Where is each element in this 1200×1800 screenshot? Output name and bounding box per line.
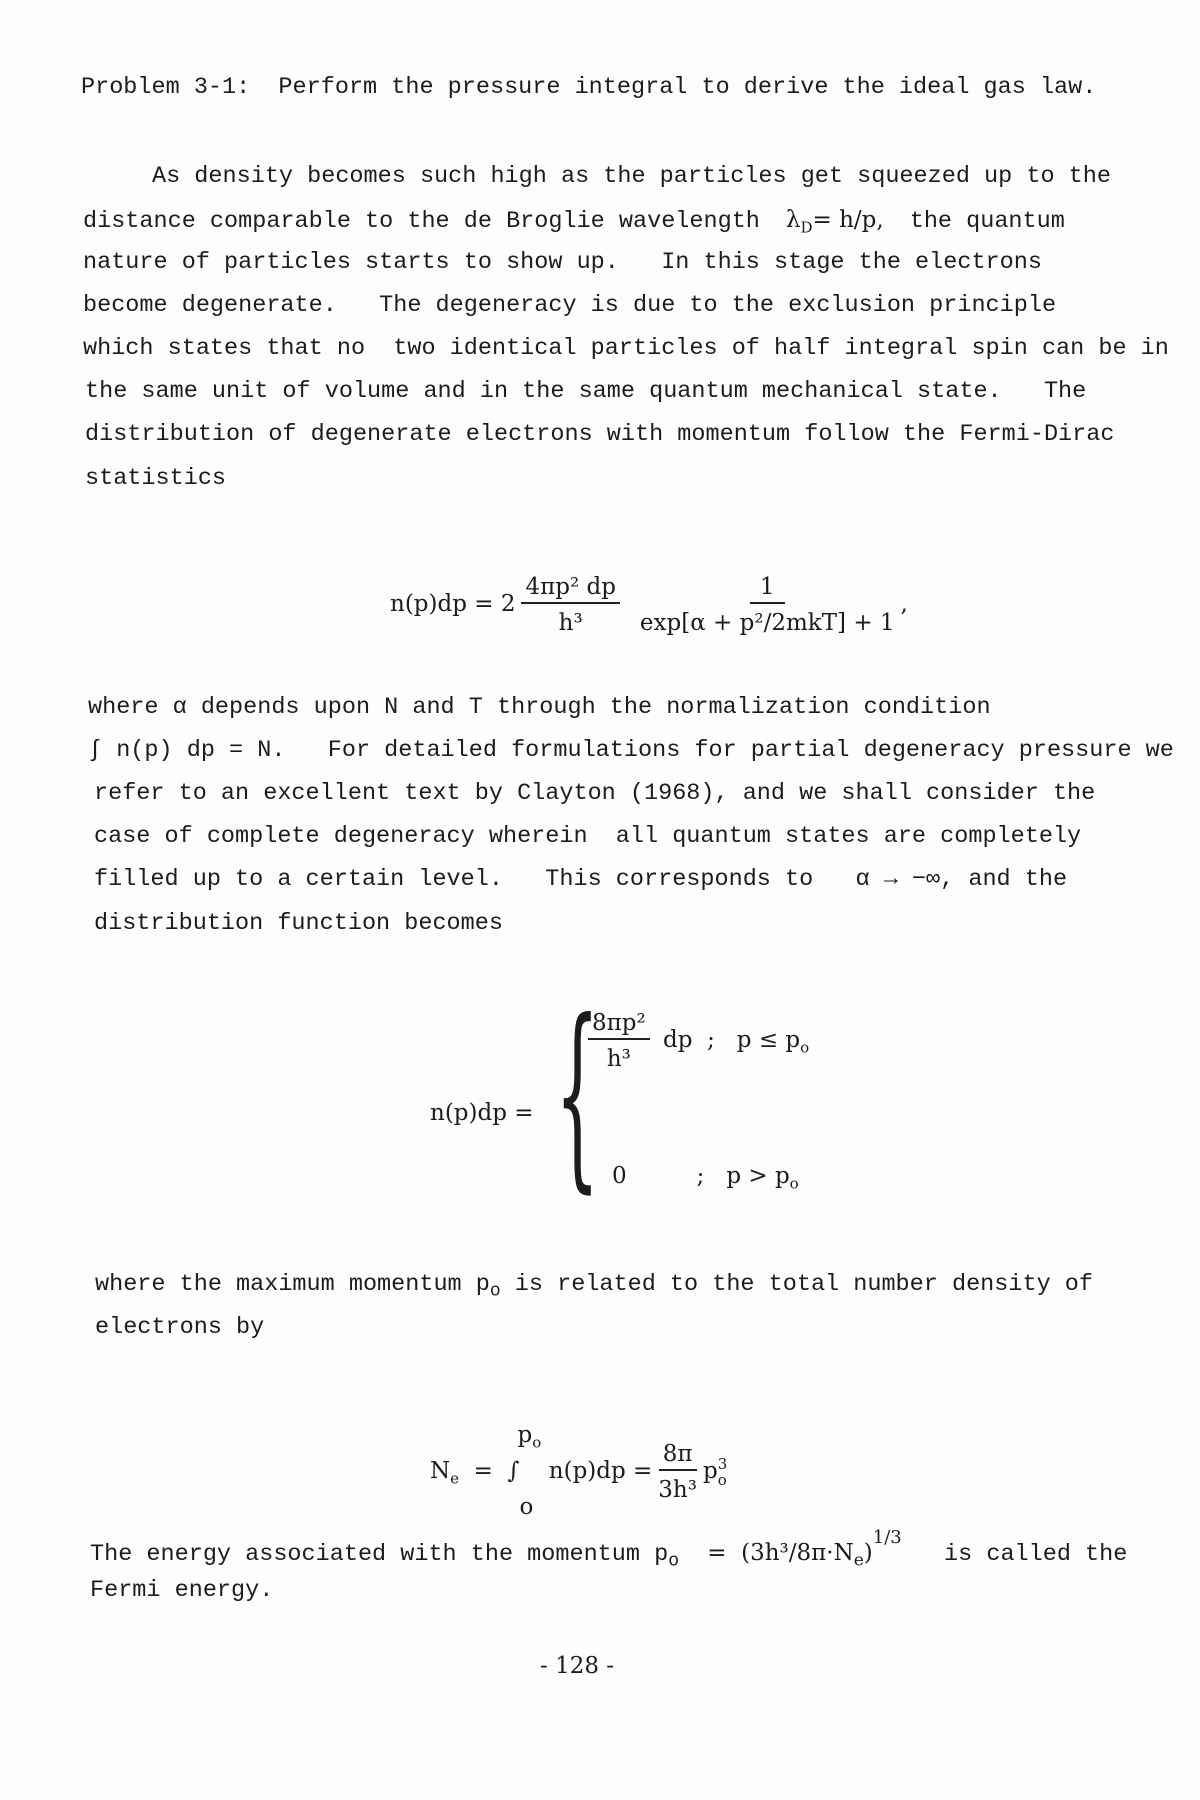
- paragraph-line: nature of particles starts to show up. In this stage the electrons: [83, 249, 1042, 276]
- eq-mid: n(p)dp =: [548, 1458, 653, 1484]
- paragraph-line: [83, 206, 1065, 242]
- exponent: 1/3: [872, 1527, 902, 1548]
- numerator: 8π: [659, 1441, 697, 1471]
- text: The energy associated with the momentum p: [90, 1540, 669, 1568]
- superscript: 3: [717, 1455, 728, 1473]
- subscript: o: [532, 1433, 542, 1452]
- integral-sign: ∫: [507, 1458, 520, 1484]
- subscript: o: [668, 1551, 680, 1572]
- scripts: [718, 1456, 728, 1488]
- semicolon: ;: [707, 1027, 715, 1053]
- paragraph-line: ∫ n(p) dp = N. For detailed formulations for partial degeneracy pressure we: [88, 737, 1174, 764]
- numerator: 4πp² dp: [521, 574, 619, 604]
- zero: 0: [612, 1163, 627, 1189]
- condition: p ≤ p: [736, 1027, 801, 1053]
- denominator: h³: [606, 1046, 631, 1072]
- subscript: o: [717, 1471, 727, 1489]
- number-density-equation: [430, 1415, 728, 1520]
- paragraph-line: filled up to a certain level. This corresponds to α → −∞, and the: [94, 866, 1068, 893]
- paragraph-line: distribution function becomes: [94, 910, 503, 937]
- paragraph-line: The energy associated with the momentum $p_o = (3h^3/8\pi\cdot N_e)^{1/3}$ is called the: [90, 1527, 1128, 1572]
- subscript: o: [800, 1038, 810, 1057]
- ne: N: [430, 1458, 451, 1484]
- subscript: e: [450, 1469, 460, 1488]
- denominator: exp[α + p²/2mkT] + 1: [639, 610, 895, 636]
- paragraph-line: As density becomes such high as the particles get squeezed up to the: [152, 163, 1111, 190]
- paragraph-line: case of complete degeneracy wherein all quantum states are completely: [94, 823, 1082, 850]
- formula: = (3h³/8π·N: [707, 1539, 854, 1566]
- paragraph-line: where the maximum momentum $p_o$ is related to the total number density of: [95, 1271, 1093, 1302]
- p: p: [702, 1458, 718, 1484]
- text: distance comparable to the de Broglie wavelength: [83, 208, 760, 235]
- case-2: [612, 1162, 799, 1198]
- paragraph-line: become degenerate. The degeneracy is due to the exclusion principle: [83, 292, 1057, 319]
- fraction: [521, 574, 619, 636]
- numerator: 1: [750, 574, 785, 604]
- lambda: λ: [785, 207, 801, 233]
- problem-statement: Problem 3-1: Perform the pressure integral to derive the ideal gas law.: [81, 74, 1097, 101]
- fraction: [640, 574, 895, 636]
- paragraph-line: statistics: [85, 465, 227, 492]
- case-1: [582, 1010, 809, 1072]
- semicolon: ;: [696, 1163, 705, 1189]
- text: is related to the total number density of: [514, 1271, 1093, 1298]
- text: the quantum: [909, 208, 1065, 235]
- numerator: 8πp²: [588, 1010, 650, 1040]
- equals: =: [473, 1458, 493, 1484]
- left-brace: {: [555, 978, 600, 1211]
- fraction: [658, 1441, 697, 1503]
- paragraph-line: where α depends upon N and T through the normalization condition: [88, 694, 991, 721]
- lower-limit: o: [519, 1494, 534, 1520]
- fermi-dirac-equation: [390, 548, 908, 636]
- text: is called the: [944, 1540, 1128, 1568]
- dp: dp: [663, 1027, 693, 1053]
- eq-lhs: n(p)dp =: [430, 1100, 534, 1126]
- integral: [507, 1422, 542, 1520]
- p: p: [517, 1422, 533, 1448]
- condition: p > p: [726, 1163, 790, 1189]
- lambda-symbol: [785, 207, 884, 237]
- fraction: [588, 1010, 650, 1072]
- upper-limit: [518, 1422, 542, 1452]
- eq-lhs: n(p)dp = 2: [390, 591, 516, 617]
- paragraph-line: the same unit of volume and in the same quantum mechanical state. The: [85, 378, 1087, 405]
- denominator: h³: [558, 610, 583, 636]
- lambda-subscript: D: [800, 218, 813, 237]
- paragraph-line: electrons by: [95, 1314, 265, 1341]
- paragraph-line: Fermi energy.: [90, 1577, 274, 1604]
- denominator: 3h³: [658, 1477, 697, 1503]
- text: where the maximum momentum p: [95, 1271, 490, 1298]
- subscript: o: [789, 1174, 799, 1193]
- paragraph-line: which states that no two identical particles of half integral spin can be in: [83, 335, 1169, 362]
- comma: ,: [900, 591, 908, 617]
- paragraph-line: refer to an excellent text by Clayton (1968), and we shall consider the: [94, 780, 1096, 807]
- page-number: - 128 -: [540, 1653, 615, 1679]
- paragraph-line: distribution of degenerate electrons with momentum follow the Fermi-Dirac: [85, 421, 1115, 448]
- lambda-rhs: = h/p,: [812, 207, 884, 233]
- formula: ): [863, 1539, 873, 1566]
